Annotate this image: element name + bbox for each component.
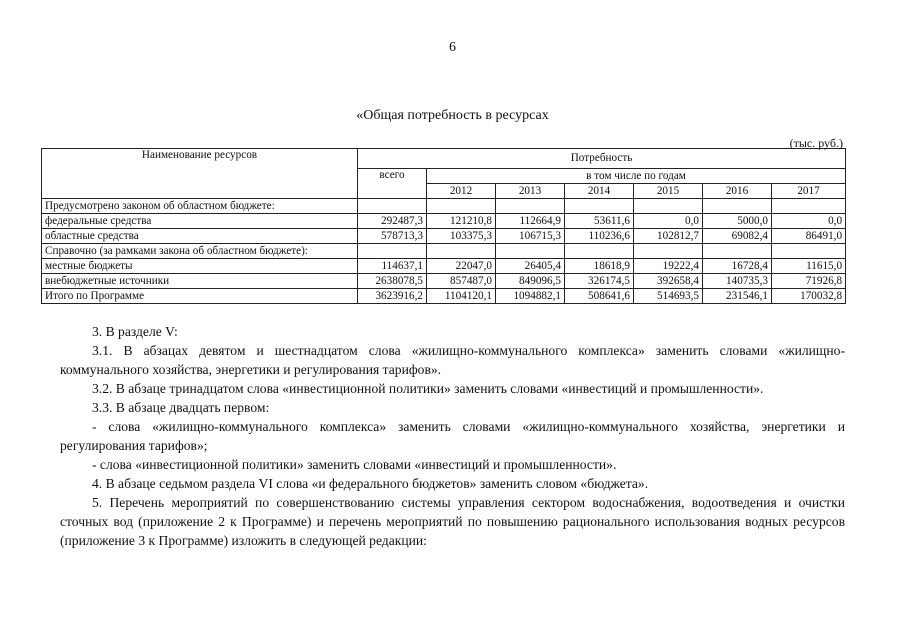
value-cell: 3623916,2 (358, 289, 427, 304)
value-cell: 1094882,1 (496, 289, 565, 304)
value-cell: 112664,9 (496, 214, 565, 229)
row-name-cell: федеральные средства (42, 214, 358, 229)
body-text (60, 322, 845, 550)
value-cell: 114637,1 (358, 259, 427, 274)
value-cell (703, 244, 772, 259)
row-name-cell: местные бюджеты (42, 259, 358, 274)
value-cell: 18618,9 (565, 259, 634, 274)
resources-table (41, 148, 846, 304)
value-cell (427, 199, 496, 214)
value-cell: 392658,4 (634, 274, 703, 289)
paragraph: - слова «инвестиционной политики» заменить словами «инвестиций и промышленности». (92, 457, 617, 472)
value-cell: 26405,4 (496, 259, 565, 274)
value-cell: 19222,4 (634, 259, 703, 274)
table-header-row (42, 149, 846, 169)
table-row (42, 259, 846, 274)
value-cell: 11615,0 (772, 259, 846, 274)
value-cell: 16728,4 (703, 259, 772, 274)
value-cell (565, 244, 634, 259)
value-cell: 103375,3 (427, 229, 496, 244)
value-cell: 0,0 (772, 214, 846, 229)
paragraph: - слова «жилищно-коммунального комплекса» заменить словами «жилищно-коммунального хозяйства, энергетики и регулирования тарифов»; (60, 419, 845, 453)
value-cell: 1104120,1 (427, 289, 496, 304)
value-cell: 231546,1 (703, 289, 772, 304)
value-cell: 69082,4 (703, 229, 772, 244)
row-name-cell: Итого по Программе (42, 289, 358, 304)
row-name-cell: областные средства (42, 229, 358, 244)
value-cell (703, 199, 772, 214)
value-cell (358, 199, 427, 214)
value-cell: 849096,5 (496, 274, 565, 289)
header-year-cell: 2013 (496, 184, 565, 199)
value-cell (565, 199, 634, 214)
value-cell: 2638078,5 (358, 274, 427, 289)
value-cell (358, 244, 427, 259)
value-cell: 53611,6 (565, 214, 634, 229)
value-cell: 857487,0 (427, 274, 496, 289)
value-cell: 110236,6 (565, 229, 634, 244)
paragraph: 3. В разделе V: (92, 324, 178, 339)
section-title: «Общая потребность в ресурсах (356, 108, 549, 123)
value-cell: 0,0 (634, 214, 703, 229)
value-cell: 71926,8 (772, 274, 846, 289)
row-name-cell: Предусмотрено законом об областном бюджете: (42, 199, 358, 214)
paragraph: 3.1. В абзацах девятом и шестнадцатом слова «жилищно-коммунального комплекса» заменить словами «жилищно-коммунального хозяйства, энергетики и регулирования тарифов». (60, 343, 845, 377)
value-cell: 578713,3 (358, 229, 427, 244)
row-name-cell: Справочно (за рамками закона об областном бюджете): (42, 244, 358, 259)
value-cell: 170032,8 (772, 289, 846, 304)
header-year-cell: 2016 (703, 184, 772, 199)
header-total-cell: всего (358, 169, 427, 199)
table-row (42, 274, 846, 289)
header-name-cell: Наименование ресурсов (42, 149, 358, 199)
value-cell: 86491,0 (772, 229, 846, 244)
value-cell: 326174,5 (565, 274, 634, 289)
header-year-cell: 2017 (772, 184, 846, 199)
header-year-cell: 2014 (565, 184, 634, 199)
paragraph: 3.2. В абзаце тринадцатом слова «инвестиционной политики» заменить словами «инвестиций и промышленности». (92, 381, 764, 396)
value-cell (634, 199, 703, 214)
value-cell: 5000,0 (703, 214, 772, 229)
header-years-group-cell: в том числе по годам (427, 169, 846, 184)
page-number: 6 (449, 40, 456, 55)
units-label: (тыс. руб.) (789, 136, 843, 150)
header-year-cell: 2012 (427, 184, 496, 199)
table-total-row (42, 289, 846, 304)
value-cell (772, 244, 846, 259)
paragraph: 3.3. В абзаце двадцать первом: (92, 400, 270, 415)
row-name-cell: внебюджетные источники (42, 274, 358, 289)
header-need-cell: Потребность (358, 149, 846, 169)
value-cell: 102812,7 (634, 229, 703, 244)
value-cell: 140735,3 (703, 274, 772, 289)
paragraph: 5. Перечень мероприятий по совершенствованию системы управления сектором водоснабжения, водоотведения и очистки сточных вод (приложение 2 к Программе) и перечень мероприятий по повышению рационального использования водных ресурсов (приложение 3 к Программе) изложить в следующей редакции: (60, 495, 845, 548)
value-cell: 121210,8 (427, 214, 496, 229)
header-year-cell: 2015 (634, 184, 703, 199)
value-cell (427, 244, 496, 259)
table-row (42, 229, 846, 244)
value-cell: 514693,5 (634, 289, 703, 304)
value-cell: 508641,6 (565, 289, 634, 304)
value-cell: 22047,0 (427, 259, 496, 274)
value-cell (496, 199, 565, 214)
value-cell: 106715,3 (496, 229, 565, 244)
table-row (42, 244, 846, 259)
paragraph: 4. В абзаце седьмом раздела VI слова «и федерального бюджетов» заменить словом «бюджета». (92, 476, 649, 491)
table-row (42, 199, 846, 214)
value-cell (634, 244, 703, 259)
table-row (42, 214, 846, 229)
value-cell (496, 244, 565, 259)
value-cell (772, 199, 846, 214)
value-cell: 292487,3 (358, 214, 427, 229)
